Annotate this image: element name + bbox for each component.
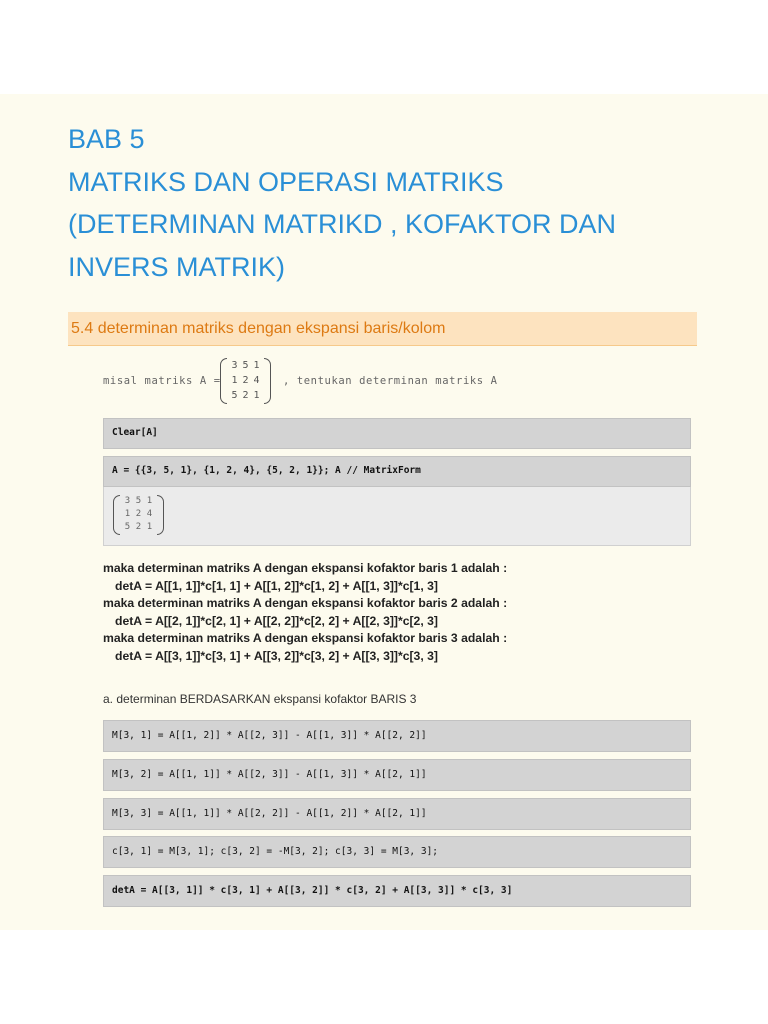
matrix-row [229, 358, 262, 373]
chapter-title-line: INVERS MATRIK) [68, 251, 286, 282]
code-text: M[3, 1] = A[[1, 2]] * A[[2, 3]] - A[[1, 3]] * A[[2, 2]] [112, 730, 427, 741]
left-paren [220, 358, 227, 404]
matrix-cell: 5 [124, 522, 131, 532]
code-text: Clear[A] [112, 427, 158, 438]
right-paren [157, 495, 164, 535]
code-text: M[3, 3] = A[[1, 1]] * A[[2, 2]] - A[[1, 2]] * A[[2, 1]] [112, 808, 427, 819]
explanation-line: maka determinan matriks A dengan ekspansi kofaktor baris 2 adalah : [103, 596, 508, 610]
matrix-row [122, 521, 155, 534]
matrix-cell: 5 [135, 496, 142, 506]
code-cell-minor-3-3[interactable] [103, 798, 691, 830]
section-header [68, 312, 697, 346]
left-paren [113, 495, 120, 535]
matrix-cell: 4 [146, 509, 153, 519]
input-cell-define-matrix[interactable] [103, 456, 691, 487]
matrix-cell: 2 [135, 509, 142, 519]
matrix-cell: 4 [253, 375, 260, 386]
right-paren [264, 358, 271, 404]
output-matrix [113, 495, 164, 535]
code-cell-determinant[interactable] [103, 875, 691, 907]
explanation-line: maka determinan matriks A dengan ekspansi kofaktor baris 3 adalah : [103, 631, 508, 645]
matrix-cell: 5 [231, 390, 238, 401]
input-cell-clear[interactable] [103, 418, 691, 449]
output-cell-matrix [103, 487, 691, 546]
intro-prefix: misal matriks A = [103, 375, 221, 387]
code-cell-minor-3-2[interactable] [103, 759, 691, 791]
explanation-formula: detA = A[[2, 1]]*c[2, 1] + A[[2, 2]]*c[2, 2] + A[[2, 3]]*c[2, 3] [115, 613, 438, 628]
code-cell-minor-3-1[interactable] [103, 720, 691, 752]
matrix-cell: 1 [146, 496, 153, 506]
chapter-title-line: BAB 5 [68, 124, 145, 154]
matrix-cell: 1 [253, 390, 260, 401]
section-title: 5.4 determinan matriks dengan ekspansi baris/kolom [71, 320, 446, 337]
chapter-title [68, 118, 748, 288]
matrix-cell: 1 [124, 509, 131, 519]
code-cell-cofactors[interactable] [103, 836, 691, 868]
subheading: a. determinan BERDASARKAN ekspansi kofaktor BARIS 3 [103, 692, 417, 706]
explanation-formula: detA = A[[1, 1]]*c[1, 1] + A[[1, 2]]*c[1, 2] + A[[1, 3]]*c[1, 3] [115, 578, 438, 593]
matrix-cell: 2 [135, 522, 142, 532]
chapter-title-line: (DETERMINAN MATRIKD , KOFAKTOR DAN [68, 209, 617, 239]
explanation-line: maka determinan matriks A dengan ekspansi kofaktor baris 1 adalah : [103, 561, 508, 575]
matrix-cell: 2 [242, 390, 249, 401]
matrix-row [122, 495, 155, 508]
matrix-cell: 5 [242, 360, 249, 371]
matrix-cell: 3 [231, 360, 238, 371]
matrix-cell: 1 [231, 375, 238, 386]
matrix-cell: 3 [124, 496, 131, 506]
matrix-row [229, 388, 262, 403]
explanation-text [103, 560, 507, 665]
code-text: detA = A[[3, 1]] * c[3, 1] + A[[3, 2]] * c[3, 2] + A[[3, 3]] * c[3, 3] [112, 885, 513, 896]
matrix-cell: 1 [146, 522, 153, 532]
code-text: A = {{3, 5, 1}, {1, 2, 4}, {5, 2, 1}}; A // MatrixForm [112, 465, 421, 476]
intro-suffix: , tentukan determinan matriks A [283, 375, 498, 387]
matrix-row [229, 373, 262, 388]
chapter-title-line: MATRIKS DAN OPERASI MATRIKS [68, 166, 504, 197]
matrix-row [122, 508, 155, 521]
code-text: c[3, 1] = M[3, 1]; c[3, 2] = -M[3, 2]; c[3, 3] = M[3, 3]; [112, 846, 439, 857]
code-text: M[3, 2] = A[[1, 1]] * A[[2, 3]] - A[[1, 3]] * A[[2, 1]] [112, 769, 427, 780]
intro-matrix [220, 358, 271, 404]
explanation-formula: detA = A[[3, 1]]*c[3, 1] + A[[3, 2]]*c[3, 2] + A[[3, 3]]*c[3, 3] [115, 648, 438, 663]
matrix-cell: 1 [253, 360, 260, 371]
matrix-cell: 2 [242, 375, 249, 386]
